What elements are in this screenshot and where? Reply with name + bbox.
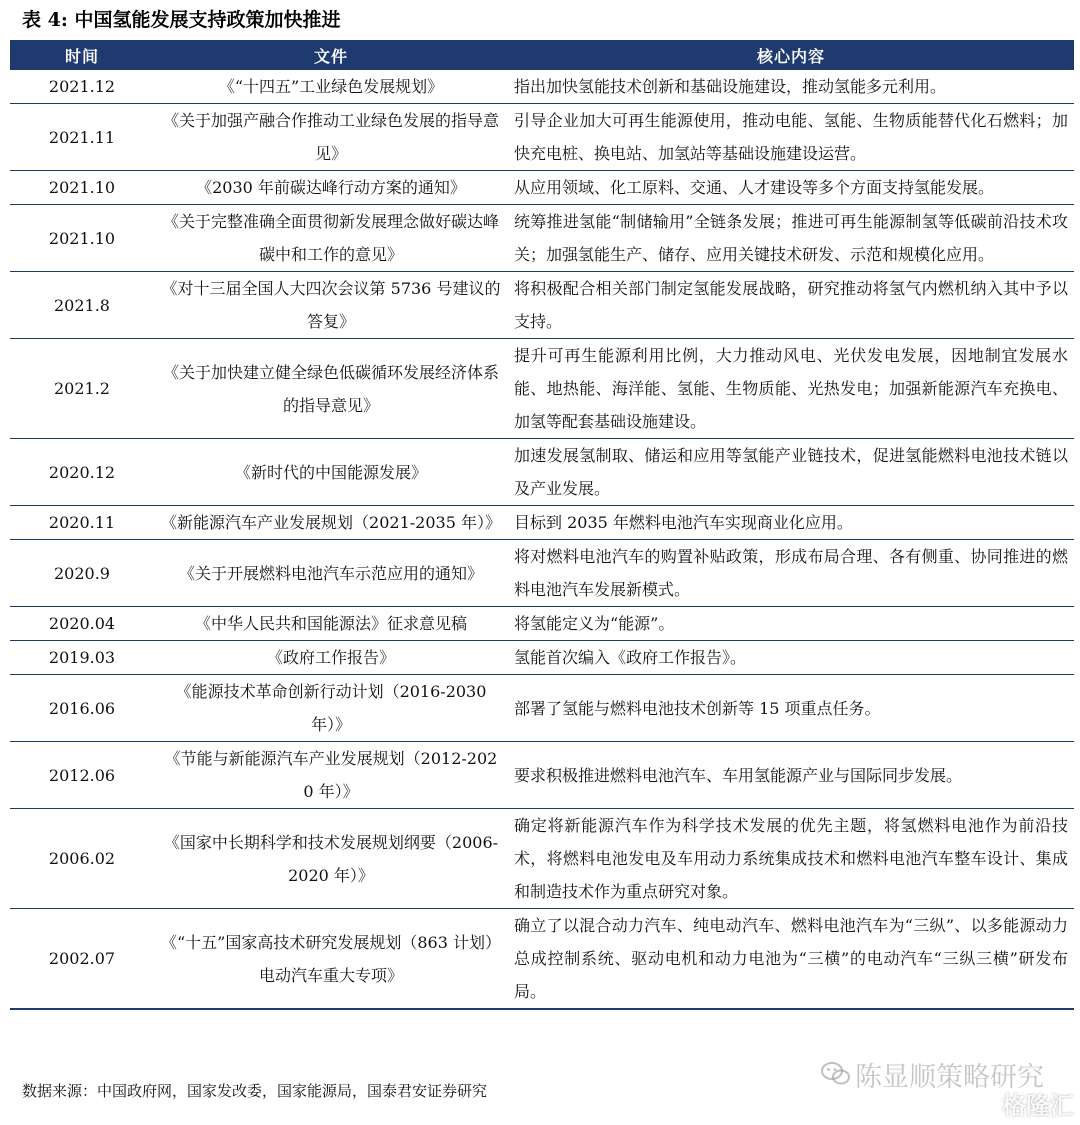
document-cell: 《能源技术革命创新行动计划（2016-2030 年）》 (154, 675, 508, 742)
document-cell: 《关于完整准确全面贯彻新发展理念做好碳达峰碳中和工作的意见》 (154, 205, 508, 272)
content-cell: 确立了以混合动力汽车、纯电动汽车、燃料电池汽车为“三纵”、以多能源动力总成控制系统、驱动电机和动力电池为“三横”的电动汽车“三纵三横”研发布局。 (508, 909, 1074, 1010)
table-body (10, 70, 1074, 1009)
document-cell: 《中华人民共和国能源法》征求意见稿 (154, 607, 508, 641)
header-row (10, 40, 1074, 70)
table-row (10, 809, 1074, 909)
content-cell: 将对燃料电池汽车的购置补贴政策，形成布局合理、各有侧重、协同推进的燃料电池汽车发展新模式。 (508, 540, 1074, 607)
content-cell: 氢能首次编入《政府工作报告》。 (508, 641, 1074, 675)
content-cell: 确定将新能源汽车作为科学技术发展的优先主题，将氢燃料电池作为前沿技术，将燃料电池发电及车用动力系统集成技术和燃料电池汽车整车设计、集成和制造技术作为重点研究对象。 (508, 809, 1074, 909)
document-cell: 《政府工作报告》 (154, 641, 508, 675)
brand-text: 格隆汇 (1002, 1092, 1074, 1120)
content-cell: 从应用领域、化工原料、交通、人才建设等多个方面支持氢能发展。 (508, 171, 1074, 205)
date-cell: 2019.03 (10, 641, 154, 675)
date-cell: 2021.11 (10, 104, 154, 171)
date-cell: 2021.8 (10, 272, 154, 339)
content-cell: 将氢能定义为“能源”。 (508, 607, 1074, 641)
table-row (10, 607, 1074, 641)
content-cell: 加速发展氢制取、储运和应用等氢能产业链技术，促进氢能燃料电池技术链以及产业发展。 (508, 439, 1074, 506)
document-cell: 《关于加强产融合作推动工业绿色发展的指导意见》 (154, 104, 508, 171)
table-row (10, 70, 1074, 104)
date-cell: 2012.06 (10, 742, 154, 809)
table-row (10, 909, 1074, 1010)
table-row (10, 104, 1074, 171)
date-cell: 2002.07 (10, 909, 154, 1010)
table-header (10, 40, 1074, 70)
brand-logo-icon (973, 1090, 999, 1124)
document-cell: 《关于开展燃料电池汽车示范应用的通知》 (154, 540, 508, 607)
date-cell: 2020.9 (10, 540, 154, 607)
table-row (10, 742, 1074, 809)
content-cell: 引导企业加大可再生能源使用，推动电能、氢能、生物质能替代化石燃料；加快充电桩、换电站、加氢站等基础设施建设运营。 (508, 104, 1074, 171)
wechat-icon (821, 1059, 851, 1099)
table-row (10, 171, 1074, 205)
data-source-note: 数据来源：中国政府网，国家发改委，国家能源局，国泰君安证券研究 (22, 1082, 488, 1100)
document-cell: 《对十三届全国人大四次会议第 5736 号建议的答复》 (154, 272, 508, 339)
header-content: 核心内容 (508, 40, 1074, 70)
content-cell: 统筹推进氢能“制储输用”全链条发展；推进可再生能源制氢等低碳前沿技术攻关；加强氢能生产、储存、应用关键技术研发、示范和规模化应用。 (508, 205, 1074, 272)
date-cell: 2020.12 (10, 439, 154, 506)
content-cell: 目标到 2035 年燃料电池汽车实现商业化应用。 (508, 506, 1074, 540)
date-cell: 2021.10 (10, 205, 154, 272)
watermark-text: 陈显顺策略研究 (855, 1062, 1044, 1093)
document-cell: 《节能与新能源汽车产业发展规划（2012-2020 年）》 (154, 742, 508, 809)
brand-watermark (973, 1090, 1074, 1122)
table-row (10, 272, 1074, 339)
document-cell: 《2030 年前碳达峰行动方案的通知》 (154, 171, 508, 205)
document-cell: 《新能源汽车产业发展规划（2021-2035 年）》 (154, 506, 508, 540)
table-row (10, 540, 1074, 607)
document-cell: 《“十四五”工业绿色发展规划》 (154, 70, 508, 104)
content-cell: 指出加快氢能技术创新和基础设施建设，推动氢能多元利用。 (508, 70, 1074, 104)
document-cell: 《国家中长期科学和技术发展规划纲要（2006-2020 年）》 (154, 809, 508, 909)
header-date: 时间 (10, 40, 154, 70)
table-row (10, 205, 1074, 272)
date-cell: 2021.2 (10, 339, 154, 439)
date-cell: 2020.11 (10, 506, 154, 540)
date-cell: 2016.06 (10, 675, 154, 742)
document-cell: 《新时代的中国能源发展》 (154, 439, 508, 506)
content-cell: 要求积极推进燃料电池汽车、车用氢能源产业与国际同步发展。 (508, 742, 1074, 809)
date-cell: 2021.12 (10, 70, 154, 104)
table-row (10, 675, 1074, 742)
document-cell: 《关于加快建立健全绿色低碳循环发展经济体系的指导意见》 (154, 339, 508, 439)
table-title: 表 4: 中国氢能发展支持政策加快推进 (22, 9, 341, 31)
table-row (10, 339, 1074, 439)
content-cell: 将积极配合相关部门制定氢能发展战略，研究推动将氢气内燃机纳入其中予以支持。 (508, 272, 1074, 339)
content-cell: 提升可再生能源利用比例，大力推动风电、光伏发电发展，因地制宜发展水能、地热能、海洋能、氢能、生物质能、光热发电；加强新能源汽车充换电、加氢等配套基础设施建设。 (508, 339, 1074, 439)
table-row (10, 439, 1074, 506)
header-document: 文件 (154, 40, 508, 70)
document-cell: 《“十五”国家高技术研究发展规划（863 计划）电动汽车重大专项》 (154, 909, 508, 1010)
date-cell: 2021.10 (10, 171, 154, 205)
table-row (10, 506, 1074, 540)
date-cell: 2020.04 (10, 607, 154, 641)
policy-table (10, 40, 1074, 1010)
date-cell: 2006.02 (10, 809, 154, 909)
content-cell: 部署了氢能与燃料电池技术创新等 15 项重点任务。 (508, 675, 1074, 742)
table-row (10, 641, 1074, 675)
